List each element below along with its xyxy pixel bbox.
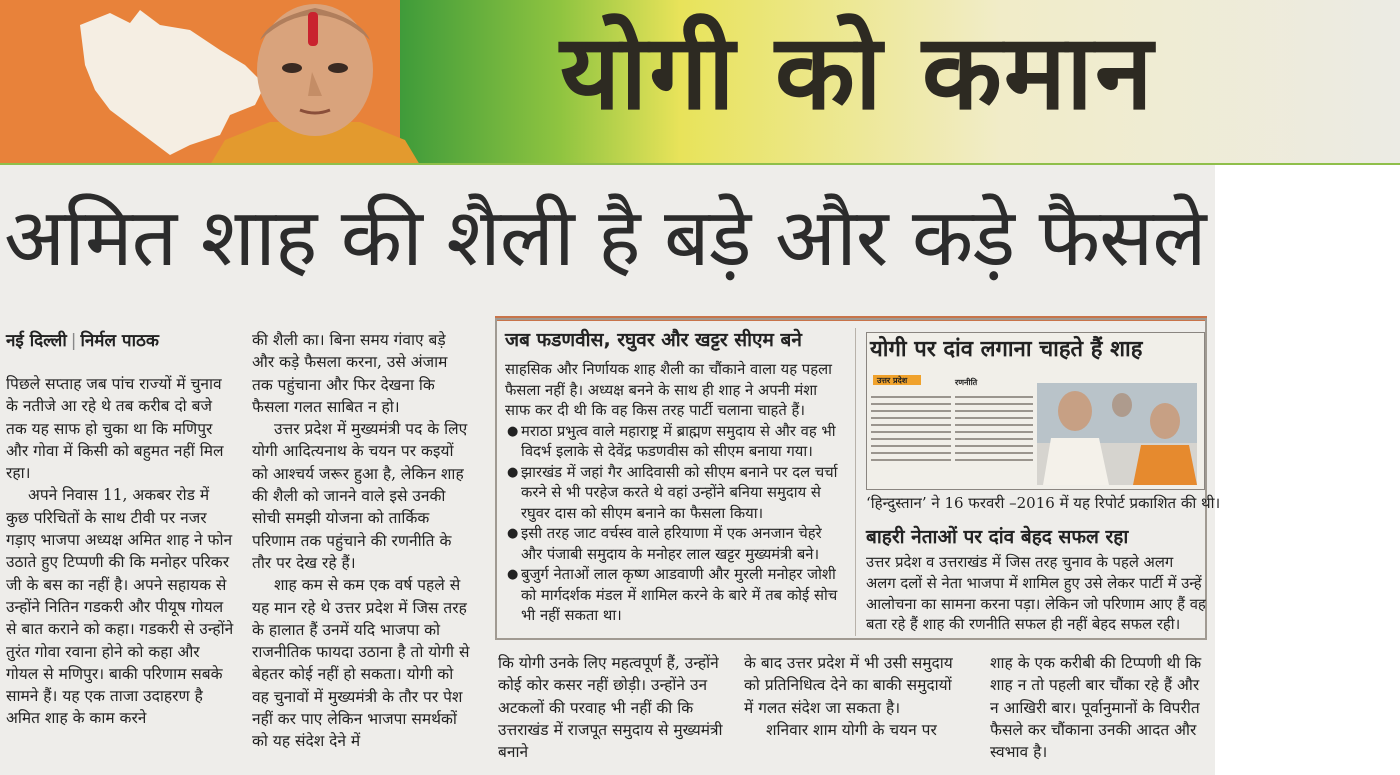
paragraph: अपने निवास 11, अकबर रोड में कुछ परिचितों के साथ टीवी पर नजर गड़ाए भाजपा अध्यक्ष अमित शाह ने फोन उठाते हुए टिप्पणी की कि मनोहर परिकर जी के बस का नहीं है। अपने सहायक से उन्होंने नितिन गडकरी और पीयूष गोयल से बात कराने को कहा। गडकरी से उन्होंने तुरंत गोवा रवाना होने को कहा और गोयल से मणिपुर। बाकी परिणाम सबके सामने हैं। यह एक ताजा उदाहरण है अमित शाह के काम करने — [6, 486, 234, 728]
article-column-4 — [744, 652, 964, 741]
paragraph: शनिवार शाम योगी के चयन पर — [766, 720, 937, 739]
list-item — [505, 565, 845, 627]
box-text-column — [505, 360, 845, 627]
article-column-2 — [252, 329, 472, 753]
bullet-icon: ● — [507, 423, 519, 439]
byline-separator: | — [70, 331, 77, 351]
list-item-text: झारखंड में जहां गैर आदिवासी को सीएम बनाने पर दल चर्चा करने से भी परहेज करते थे वहां उन्होंने बनिया समुदाय से रघुवर दास को सीएम बनाने का फैसला किया। — [521, 463, 838, 522]
clip-tag: उत्तर प्रदेश — [877, 376, 908, 385]
box-intro: साहसिक और निर्णायक शाह शैली का चौंकाने वाला यह पहला फैसला नहीं है। अध्यक्ष बनने के साथ ही शाह ने अपनी मंशा साफ कर दी थी कि वह किस तरह पार्टी चलाना चाहते हैं। — [505, 361, 832, 419]
list-item — [505, 422, 845, 463]
banner-rule — [0, 163, 1400, 165]
list-item-text: इसी तरह जाट वर्चस्व वाले हरियाणा में एक अनजान चेहरे और पंजाबी समुदाय के मनोहर लाल खट्टर मुख्यमंत्री बने। — [521, 525, 822, 563]
paragraph: की शैली का। बिना समय गंवाए बड़े और कड़े फैसला करना, उसे अंजाम तक पहुंचाना और फिर देखना कि फैसला गलत साबित न हो। — [252, 331, 448, 416]
clip-caption: ‘हिन्दुस्तान’ ने 16 फरवरी –2016 में यह रिपोर्ट प्रकाशित की थी। — [866, 494, 1221, 512]
article-column-5 — [990, 652, 1212, 763]
clip-photo — [1037, 383, 1197, 485]
paragraph: के बाद उत्तर प्रदेश में भी उसी समुदाय को प्रतिनिधित्व देने का बाकी समुदायों में गलत संदेश जा सकता है। — [744, 654, 953, 717]
bullet-icon: ● — [507, 526, 519, 541]
bullet-icon: ● — [507, 464, 519, 480]
list-item — [505, 524, 845, 565]
clip-side-label: रणनीति — [955, 378, 978, 387]
article-column-1 — [6, 373, 234, 730]
paragraph: शाह के एक करीबी की टिप्पणी थी कि शाह न तो पहली बार चौंका रहे हैं और न आखिरी बार। पूर्वानुमानों के विपरीत फैसले कर चौंकाना उनकी आदत और स्वभाव है। — [990, 654, 1202, 762]
paragraph: पिछले सप्ताह जब पांच राज्यों में चुनाव के नतीजे आ रहे थे तब करीब दो बजे तक यह साफ हो चुका था कि मणिपुर और गोवा में किसी को बहुमत नहीं मिल रहा। — [6, 375, 224, 483]
banner-title: योगी को कमान — [560, 10, 1155, 133]
box-bullet-list — [505, 422, 845, 627]
leader-portrait — [200, 0, 430, 165]
paragraph: कि योगी उनके लिए महत्वपूर्ण हैं, उन्होंने कोई कोर कसर नहीं छोड़ी। उन्होंने उन अटकलों की परवाह भी नहीं की कि उत्तराखंड में राजपूत समुदाय से मुख्यमंत्री बनाने — [498, 654, 723, 762]
paragraph: शाह कम से कम एक वर्ष पहले से यह मान रहे थे उत्तर प्रदेश में जिस तरह के हालात हैं उनमें यदि भाजपा को राजनीतिक फायदा उठाना है तो योगी से बेहतर कोई नहीं हो सकता। योगी को वह चुनावों में मुख्यमंत्री के तौर पर पेश नहीं कर पाए लेकिन भाजपा समर्थकों को यह संदेश देने में — [252, 576, 470, 751]
list-item — [505, 463, 845, 525]
clip-headline: योगी पर दांव लगाना चाहते हैं शाह — [870, 337, 1143, 362]
byline-author: निर्मल पाठक — [80, 331, 159, 351]
box-heading: जब फडणवीस, रघुवर और खट्टर सीएम बने — [505, 329, 802, 351]
sub-body: उत्तर प्रदेश व उत्तराखंड में जिस तरह चुनाव के पहले अलग अलग दलों से नेता भाजपा में शामिल हुए उसे लेकर पार्टी में उन्हें आलोचना का सामना करना पड़ा। लेकिन जो परिणाम आए हैं वह बता रहे हैं शाह की रणनीति सफल ही नहीं बेहद सफल रही। — [866, 554, 1206, 634]
clip-side-text — [955, 391, 1033, 483]
bullet-icon: ● — [507, 567, 519, 582]
section-banner — [0, 0, 1400, 165]
box-divider — [855, 328, 856, 636]
paragraph: उत्तर प्रदेश में मुख्यमंत्री पद के लिए योगी आदित्यनाथ के चयन पर कइयों को आश्चर्य जरूर हुआ है, लेकिन शाह की शैली को जानने वाले इसे उनकी सोची समझी योजना को तार्किक परिणाम तक पहुंचाने की रणनीति के तौर पर देख रहे हैं। — [252, 420, 468, 572]
clip-body-text — [871, 391, 951, 483]
article-headline: अमित शाह की शैली है बड़े और कड़े फैसले — [4, 191, 1206, 284]
article-column-3 — [498, 652, 728, 763]
byline-place: नई दिल्ली — [6, 331, 67, 351]
byline — [6, 328, 159, 351]
sub-heading: बाहरी नेताओं पर दांव बेहद सफल रहा — [866, 526, 1129, 548]
list-item-text: बुजुर्ग नेताओं लाल कृष्ण आडवाणी और मुरली मनोहर जोशी को मार्गदर्शक मंडल में शामिल करने के बारे में तब कोई सोच भी नहीं सकता था। — [521, 566, 838, 624]
list-item-text: मराठा प्रभुत्व वाले महाराष्ट्र में ब्राह्मण समुदाय से और वह भी विदर्भ इलाके से देवेंद्र फडणवीस को सीएम बनाया गया। — [521, 422, 836, 460]
